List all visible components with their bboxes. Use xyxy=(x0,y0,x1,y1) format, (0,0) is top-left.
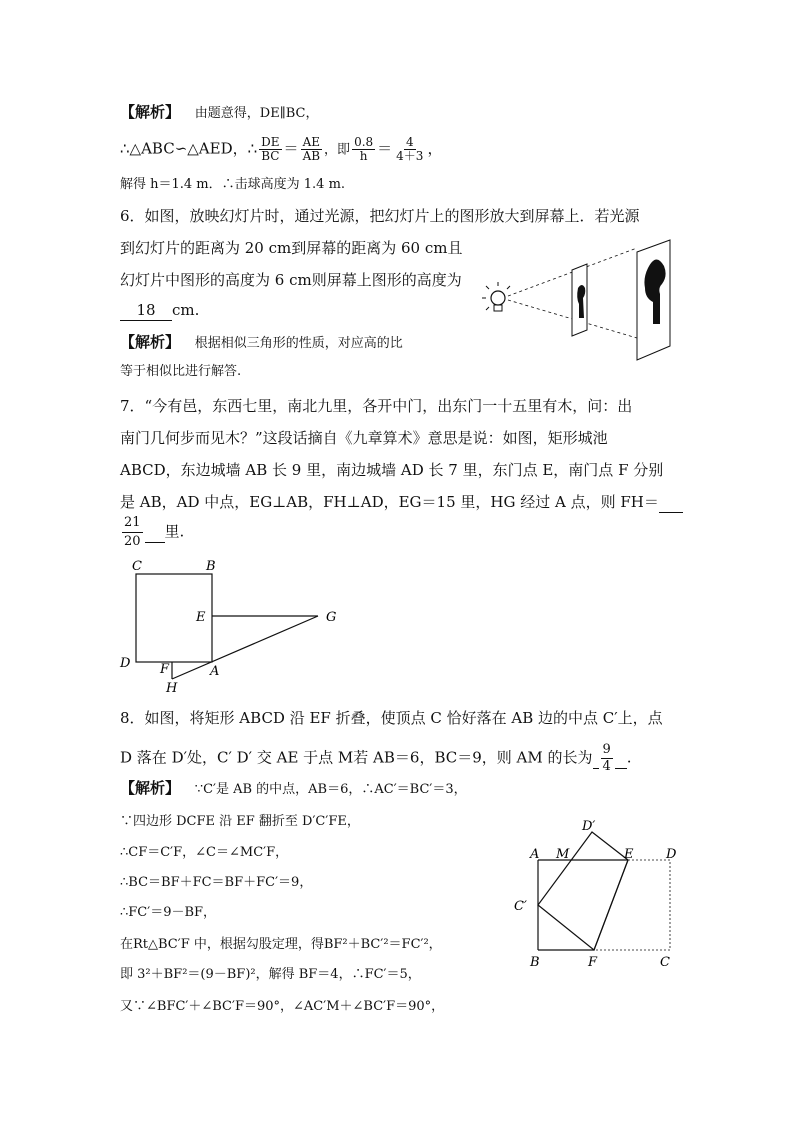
projector-figure xyxy=(472,238,682,364)
q8-sol-line8: 又∵∠BFC′＋∠BC′F＝90°，∠AC′M＋∠BC′F＝90°， xyxy=(120,999,445,1014)
folded-dpcpfe xyxy=(538,832,628,950)
q6-line4 xyxy=(120,300,199,321)
q6-tag: 【解析】 xyxy=(120,333,181,351)
q6-sol-line2: 等于相似比进行解答. xyxy=(120,364,242,379)
q8-sol-line6: 在Rt△BC′F 中，根据勾股定理，得BF²＋BC′²＝FC′²， xyxy=(120,937,442,952)
q7-unit: 里. xyxy=(164,522,185,541)
city-figure xyxy=(110,555,350,695)
light-bulb-icon xyxy=(482,282,510,311)
label-h: H xyxy=(166,681,178,695)
sol5-frac-4-7: $\frac{4}{4+3}$ xyxy=(396,135,424,163)
label-b: B xyxy=(206,559,216,574)
q6-line1: 6．如图，放映幻灯片时，通过光源，把幻灯片上的图形放大到屏幕上．若光源 xyxy=(120,207,640,225)
label-d8: D xyxy=(666,847,677,862)
fold-figure xyxy=(512,812,692,972)
label-c: C xyxy=(132,559,142,574)
label-m: M xyxy=(556,847,570,862)
label-e: E xyxy=(196,610,206,625)
label-a8: A xyxy=(530,847,540,862)
q8-sol-line4: ∴BC＝BF＋FC＝BF＋FC′＝9， xyxy=(120,875,313,890)
segment-gh xyxy=(172,616,318,679)
q7-line2: 南门几何步而见木？”这段话摘自《九章算术》意思是说：如图，矩形城池 xyxy=(120,429,608,447)
q8-line1: 8．如图，将矩形 ABCD 沿 EF 折叠，使顶点 C 恰好落在 AB 边的中点 C′上，点 xyxy=(120,709,663,727)
label-e8: E xyxy=(624,847,634,862)
label-f8: F xyxy=(588,955,598,970)
sol5-text1: 由题意得，DE∥BC， xyxy=(194,106,319,121)
q7-line4: 是 AB，AD 中点，EG⊥AB，FH⊥AD，EG＝15 里，HG 经过 A 点，则 FH＝ xyxy=(120,492,683,513)
q6-answer: 18 xyxy=(120,300,172,321)
q8-answer: $\frac{9}{4}$ xyxy=(602,742,611,774)
sol5-line2: ∴△ABC∽△AED，∴ $\frac{DE}{BC}$ ＝ $\frac{AE}{AB}$ ，即 $\frac{0.8}{h}$ ＝ $\frac{4}{4+3}$ ， xyxy=(120,135,443,163)
sol5-tag: 【解析】 xyxy=(120,103,181,121)
sol5-frac-ae-ab: $\frac{AE}{AB}$ xyxy=(302,135,321,163)
fold-line-ef xyxy=(594,860,628,950)
q8-sol-line3: ∴CF＝C′F，∠C＝∠MC′F， xyxy=(120,845,289,860)
sol5-text2a: ∴△ABC∽△AED，∴ xyxy=(120,139,258,158)
q6-line2: 到幻灯片的距离为 20 cm到屏幕的距离为 60 cm且 xyxy=(120,239,463,257)
label-b8: B xyxy=(530,955,540,970)
label-a: A xyxy=(210,664,220,679)
label-cp: C′ xyxy=(514,899,527,914)
q8-tag: 【解析】 xyxy=(120,779,181,797)
q8-sol-line7: 即 3²＋BF²＝(9－BF)²，解得 BF＝4，∴FC′＝5， xyxy=(120,967,421,982)
original-dcfe xyxy=(594,860,670,950)
q7-line5 xyxy=(120,514,184,551)
q7-line1: 7．“今有邑，东西七里，南北九里，各开中门，出东门一十五里有木，问：出 xyxy=(120,397,633,415)
q8-sol-line2: ∵四边形 DCFE 沿 EF 翻折至 D′C′FE， xyxy=(120,814,360,829)
sol5-frac-de-bc: $\frac{DE}{BC}$ xyxy=(261,135,280,163)
q8-line2: D 落在 D′处，C′ D′ 交 AE 于点 M若 AB＝6，BC＝9，则 AM 的长为 $\frac{9}{4}$ . xyxy=(120,742,632,774)
label-f: F xyxy=(160,662,170,677)
sol5-line3: 解得 h＝1.4 m．∴击球高度为 1.4 m. xyxy=(120,177,346,192)
q6-unit: cm. xyxy=(172,301,200,319)
q7-answer: $\frac{21}{20}$ xyxy=(124,515,141,549)
label-g: G xyxy=(326,610,337,625)
label-d: D xyxy=(120,656,131,671)
sol5-frac-08-h: $\frac{0.8}{h}$ xyxy=(354,135,374,163)
sol5-line1 xyxy=(120,102,318,124)
q6-line3: 幻灯片中图形的高度为 6 cm则屏幕上图形的高度为 xyxy=(120,271,462,289)
q6-sol-line1: 【解析】 根据相似三角形的性质，对应高的比 xyxy=(120,333,403,351)
q7-line3: ABCD，东边城墙 AB 长 9 里，南边城墙 AD 长 7 里，东门点 E，南门点 F 分别 xyxy=(120,461,664,479)
label-dp: D′ xyxy=(582,819,596,834)
label-c8: C xyxy=(660,955,670,970)
q8-sol-line5: ∴FC′＝9－BF， xyxy=(120,905,217,920)
q8-sol-line1: 【解析】 ∵C′是 AB 的中点，AB＝6，∴AC′＝BC′＝3， xyxy=(120,779,467,797)
